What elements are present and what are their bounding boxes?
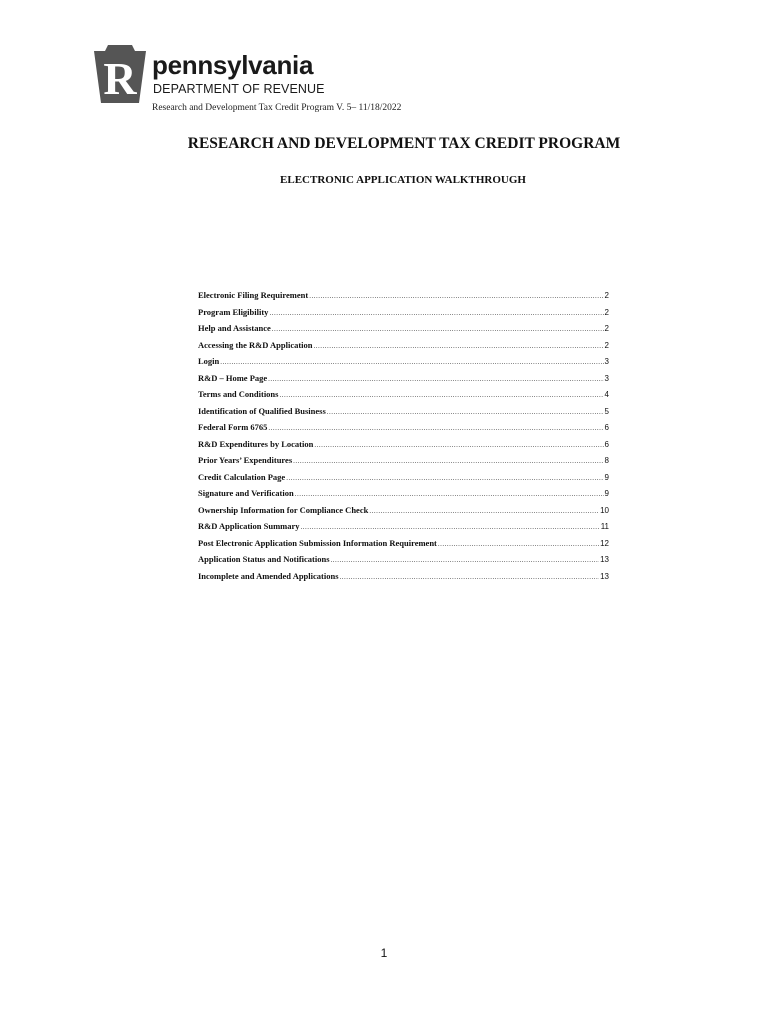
toc-entry[interactable] [198,290,609,307]
toc-entry-page: 9 [604,489,609,498]
toc-entry[interactable] [198,505,609,522]
toc-entry-page: 3 [604,357,609,366]
toc-entry-label[interactable]: R&D – Home Page [198,372,268,383]
toc-dot-leader [293,457,603,465]
toc-entry-label[interactable]: Ownership Information for Compliance Check [198,504,369,515]
toc-entry[interactable] [198,307,609,324]
toc-entry-label[interactable]: Incomplete and Amended Applications [198,570,339,581]
toc-dot-leader [331,556,600,564]
toc-entry[interactable] [198,455,609,472]
toc-entry[interactable] [198,439,609,456]
toc-entry-page: 10 [600,505,609,515]
toc-entry-page: 13 [600,571,609,581]
document-title: RESEARCH AND DEVELOPMENT TAX CREDIT PROGRAM [187,135,621,152]
toc-dot-leader [309,292,603,300]
keystone-logo-icon [92,45,148,105]
toc-entry[interactable] [198,521,609,538]
toc-dot-leader [272,325,604,333]
toc-entry-label[interactable]: R&D Expenditures by Location [198,438,314,449]
document-subtitle: ELECTRONIC APPLICATION WALKTHROUGH [280,174,526,186]
toc-dot-leader [220,358,603,366]
toc-entry-label[interactable]: Prior Years’ Expenditures [198,455,293,465]
toc-dot-leader [340,573,600,581]
toc-dot-leader [314,342,604,350]
page-number: 1 [380,946,388,960]
toc-entry-label[interactable]: Federal Form 6765 [198,422,268,432]
pa-revenue-logo [92,45,332,105]
toc-entry-page: 12 [600,538,609,548]
toc-entry-page: 11 [600,522,609,531]
toc-entry-label[interactable]: Application Status and Notifications [198,554,330,564]
table-of-contents [198,290,609,587]
toc-entry[interactable] [198,389,609,406]
toc-dot-leader [369,507,599,515]
toc-entry-page: 6 [604,423,609,432]
toc-entry-label[interactable]: Electronic Filing Requirement [198,290,309,300]
toc-dot-leader [438,540,599,548]
logo-letter: R [103,53,137,104]
toc-entry-page: 9 [604,472,609,482]
toc-entry-page: 6 [604,439,609,449]
version-line: Research and Development Tax Credit Program V. 5– 11/18/2022 [152,103,402,113]
toc-entry-label[interactable]: Program Eligibility [198,306,269,317]
toc-entry-page: 5 [604,406,609,416]
toc-dot-leader [314,441,603,449]
toc-entry-label[interactable]: Help and Assistance [198,323,271,333]
toc-dot-leader [268,424,603,432]
toc-entry-label[interactable]: R&D Application Summary [198,521,300,531]
toc-dot-leader [301,523,600,531]
toc-entry-page: 2 [604,291,609,300]
toc-entry[interactable] [198,571,609,588]
toc-dot-leader [327,408,604,416]
toc-entry-label[interactable]: Post Electronic Application Submission Information Requirement [198,537,437,548]
toc-entry[interactable] [198,323,609,340]
toc-entry-page: 4 [604,390,609,399]
toc-entry[interactable] [198,488,609,505]
toc-entry-label[interactable]: Identification of Qualified Business [198,405,326,416]
toc-entry-label[interactable]: Login [198,356,220,366]
toc-entry-label[interactable]: Terms and Conditions [198,389,279,399]
toc-entry[interactable] [198,554,609,571]
toc-entry[interactable] [198,373,609,390]
toc-entry[interactable] [198,406,609,423]
logo-brand-text: pennsylvania [152,50,314,80]
toc-dot-leader [279,391,603,399]
toc-entry[interactable] [198,422,609,439]
toc-entry-page: 3 [604,373,609,383]
toc-dot-leader [268,375,603,383]
toc-entry-page: 2 [604,307,609,317]
toc-entry-page: 8 [604,456,609,465]
toc-entry-label[interactable]: Accessing the R&D Application [198,339,313,350]
toc-entry[interactable] [198,340,609,357]
toc-entry[interactable] [198,356,609,373]
toc-dot-leader [295,490,604,498]
toc-entry-page: 2 [604,340,609,350]
toc-entry[interactable] [198,538,609,555]
toc-entry-label[interactable]: Credit Calculation Page [198,471,286,482]
logo-department-text: DEPARTMENT OF REVENUE [153,82,325,96]
toc-entry-label[interactable]: Signature and Verification [198,488,294,498]
toc-dot-leader [286,474,603,482]
toc-entry-page: 2 [604,324,609,333]
toc-entry[interactable] [198,472,609,489]
toc-entry-page: 13 [600,555,609,564]
toc-dot-leader [269,309,603,317]
